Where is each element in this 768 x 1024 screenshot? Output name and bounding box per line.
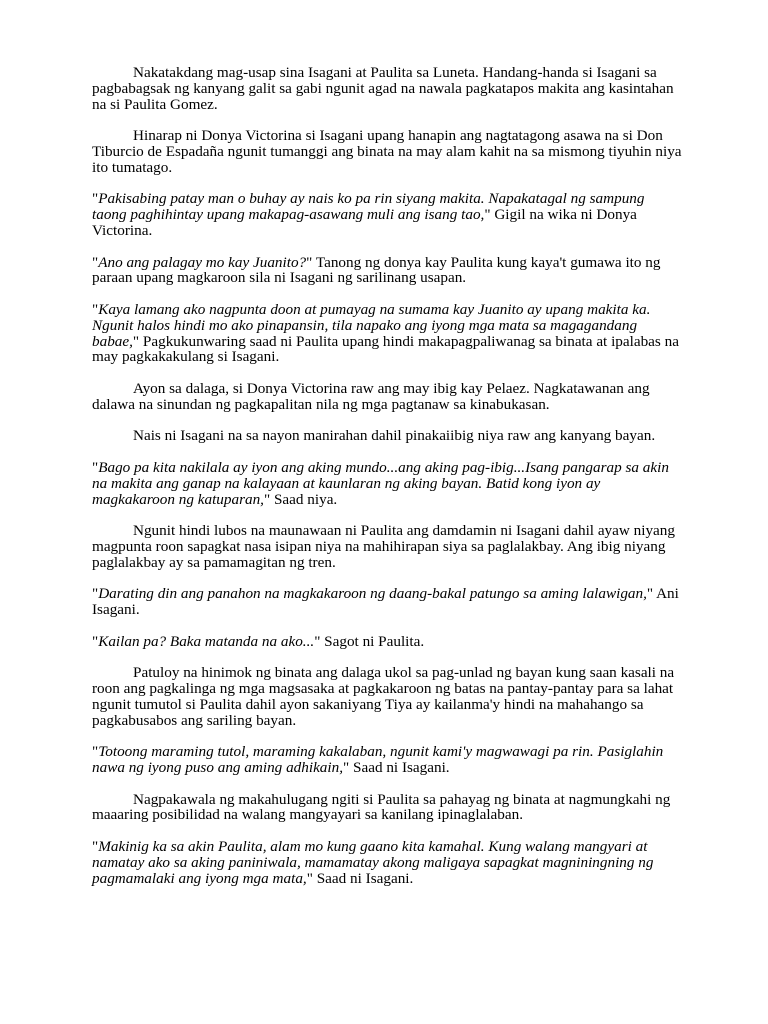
quote-open: " bbox=[92, 632, 99, 650]
paragraph-text: Ngunit hindi lubos na maunawaan ni Paulita ang damdamin ni Isagani dahil ayaw niyang magpunta roon sapagkat nasa isipan niya na mahihirapan siya sa paglalakbay. Ang ibig niyang paglalakbay ay sa pamamagitan ng tren. bbox=[92, 522, 675, 571]
paragraph-6 bbox=[92, 381, 682, 413]
paragraph-11 bbox=[92, 634, 682, 650]
quote-attribution: " Sagot ni Paulita. bbox=[314, 632, 425, 650]
quote-open: " bbox=[92, 458, 99, 476]
quote-italic-text: Ano ang palagay mo kay Juanito? bbox=[98, 253, 307, 271]
quote-italic-text: Bago pa kita nakilala ay iyon ang aking mundo...ang aking pag-ibig...Isang pangarap sa akin na makita ang ganap na kalayaan at kaunlaran ng aking bayan. Batid kong iyon ay magkakaroon ng katuparan, bbox=[92, 458, 669, 508]
paragraph-4 bbox=[92, 255, 682, 287]
quote-attribution: " Pagkukunwaring saad ni Paulita upang hindi makapagpaliwanag sa binata at ipalabas na may pagkakakulang si Isagani. bbox=[92, 332, 679, 366]
quote-open: " bbox=[92, 190, 99, 208]
quote-italic-text: Darating din ang panahon na magkakaroon ng daang-bakal patungo sa aming lalawigan, bbox=[98, 585, 647, 603]
paragraph-text: Hinarap ni Donya Victorina si Isagani upang hanapin ang nagtatagong asawa na si Don Tiburcio de Espadaña ngunit tumanggi ang binata na may alam kahit na sa mismong tiyuhin niya ito tumatago. bbox=[92, 127, 682, 176]
quote-open: " bbox=[92, 585, 99, 603]
quote-open: " bbox=[92, 838, 99, 856]
paragraph-15 bbox=[92, 839, 682, 886]
paragraph-text: Ayon sa dalaga, si Donya Victorina raw ang may ibig kay Pelaez. Nagkatawanan ang dalawa na sinundan ng pagkapalitan nila ng mga pagtanaw sa kinabukasan. bbox=[92, 379, 650, 413]
paragraph-text: Nagpakawala ng makahulugang ngiti si Paulita sa pahayag ng binata at nagmungkahi ng maaaring posibilidad na walang mangyayari sa kanilang ipinaglalaban. bbox=[92, 790, 671, 824]
paragraph-text: Patuloy na hinimok ng binata ang dalaga ukol sa pag-unlad ng bayan kung saan kasali na roon ang pagkalinga ng mga magsasaka at pagkakaroon ng batas na pantay-pantay para sa lahat ngunit tumutol si Paulita dahil ayon sakaniyang Tiya ay kailanma'y hindi na mahahango sa pagkabusabos ang sariling bayan. bbox=[92, 664, 675, 729]
paragraph-3 bbox=[92, 191, 682, 238]
quote-attribution: " Saad ni Isagani. bbox=[306, 869, 414, 887]
paragraph-1 bbox=[92, 65, 682, 112]
quote-attribution: " Ani Isagani. bbox=[92, 585, 679, 619]
quote-italic-text: Pakisabing patay man o buhay ay nais ko pa rin siyang makita. Napakatagal ng sampung taong paghihintay upang makapag-asawang muli ang isang tao, bbox=[92, 190, 645, 224]
paragraph-12 bbox=[92, 665, 682, 728]
paragraph-8 bbox=[92, 460, 682, 507]
quote-open: " bbox=[92, 300, 99, 318]
quote-attribution: " Saad niya. bbox=[263, 490, 338, 508]
paragraph-9 bbox=[92, 523, 682, 570]
paragraph-13 bbox=[92, 744, 682, 776]
quote-attribution: " Gigil na wika ni Donya Victorina. bbox=[92, 206, 637, 239]
quote-open: " bbox=[92, 253, 99, 271]
quote-attribution: " Saad ni Isagani. bbox=[343, 759, 450, 777]
paragraph-10 bbox=[92, 586, 682, 618]
quote-italic-text: Kaya lamang ako nagpunta doon at pumayag na sumama kay Juanito ay upang makita ka. Ngunit halos hindi mo ako pinapansin, tila napako ang iyong mga mata sa magagandang babae, bbox=[92, 300, 651, 350]
quote-open: " bbox=[92, 743, 99, 761]
paragraph-text: Nais ni Isagani na sa nayon manirahan dahil pinakaiibig niya raw ang kanyang bayan. bbox=[133, 427, 656, 445]
paragraph-text: Nakatakdang mag-usap sina Isagani at Paulita sa Luneta. Handang-handa si Isagani sa pagbabagsak ng kanyang galit sa gabi ngunit agad na nawala pagkatapos makita ang kasintahan na si Paulita Gomez. bbox=[92, 64, 674, 113]
quote-attribution: " Tanong ng donya kay Paulita kung kaya't gumawa ito ng paraan upang magkaroon sila ni Isagani ng sarilinang usapan. bbox=[92, 253, 661, 287]
paragraph-14 bbox=[92, 792, 682, 824]
paragraph-2 bbox=[92, 128, 682, 175]
paragraph-5 bbox=[92, 302, 682, 365]
paragraph-7 bbox=[92, 428, 682, 444]
quote-italic-text: Makinig ka sa akin Paulita, alam mo kung gaano kita kamahal. Kung walang mangyari at namatay ako sa aking paniniwala, mamamatay akong maligaya sapagkat magniningning ng pagmamalaki ang iyong mga mata, bbox=[92, 838, 654, 887]
quote-italic-text: Totoong maraming tutol, maraming kakalaban, ngunit kami'y magwawagi pa rin. Pasiglahin nawa ng iyong puso ang aming adhikain, bbox=[92, 743, 664, 777]
quote-italic-text: Kailan pa? Baka matanda na ako... bbox=[98, 632, 315, 650]
